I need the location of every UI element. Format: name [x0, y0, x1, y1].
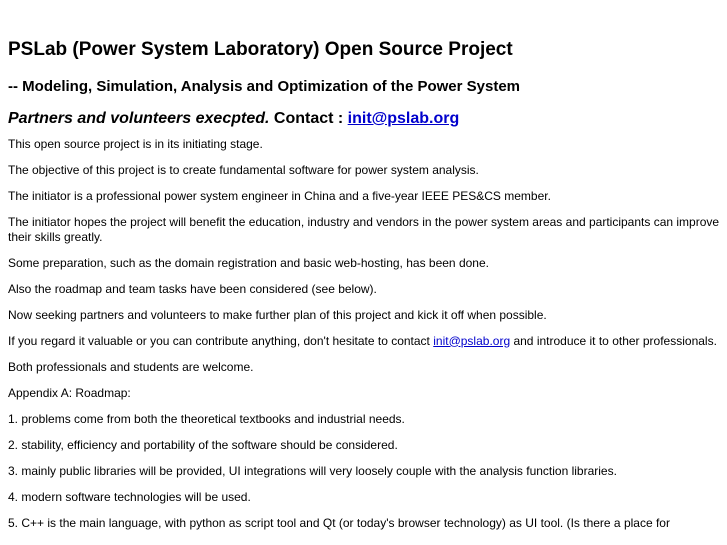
- roadmap-item: 1. problems come from both the theoretical textbooks and industrial needs.: [8, 411, 405, 426]
- paragraph-seeking: Now seeking partners and volunteers to make further plan of this project and kick it off when possible.: [8, 307, 547, 322]
- roadmap-item: 2. stability, efficiency and portability of the software should be considered.: [8, 437, 398, 452]
- paragraph-objective: The objective of this project is to create fundamental software for power system analysis.: [8, 163, 479, 177]
- contact-email-link[interactable]: init@pslab.org: [347, 110, 460, 127]
- paragraph-welcome: Both professionals and students are welcome.: [8, 359, 254, 374]
- contact-label: Contact :: [269, 110, 348, 127]
- paragraph-initiating-stage: This open source project is in its initiating stage.: [8, 137, 263, 151]
- paragraph-preparation: Some preparation, such as the domain registration and basic web-hosting, has been done.: [8, 255, 489, 270]
- contact-heading: [8, 108, 720, 130]
- page-subtitle: -- Modeling, Simulation, Analysis and Optimization of the Power System: [8, 78, 520, 95]
- paragraph-roadmap-note: Also the roadmap and team tasks have been considered (see below).: [8, 281, 377, 296]
- roadmap-item: 3. mainly public libraries will be provided, UI integrations will very loosely couple with the analysis function libraries.: [8, 463, 617, 478]
- inline-email-link[interactable]: init@pslab.org: [433, 333, 511, 348]
- contact-text-before: If you regard it valuable or you can contribute anything, don't hesitate to contact: [8, 333, 434, 348]
- paragraph-contact: [8, 334, 720, 349]
- page-title: PSLab (Power System Laboratory) Open Source Project: [8, 39, 513, 60]
- paragraph-benefit: The initiator hopes the project will benefit the education, industry and vendors in the power system areas and participants can improve their skills greatly.: [8, 215, 720, 244]
- contact-text-after: and introduce it to other professionals.: [510, 333, 717, 348]
- roadmap-item: 4. modern software technologies will be used.: [8, 489, 251, 504]
- appendix-heading: Appendix A: Roadmap:: [8, 385, 131, 400]
- roadmap-item: 5. C++ is the main language, with python as script tool and Qt (or today's browser technology) as UI tool. (Is there a place for: [8, 515, 670, 530]
- document-body: [8, 38, 720, 542]
- paragraph-initiator: The initiator is a professional power system engineer in China and a five-year IEEE PES&CS member.: [8, 189, 551, 203]
- contact-emphasis: Partners and volunteers execpted.: [8, 110, 270, 127]
